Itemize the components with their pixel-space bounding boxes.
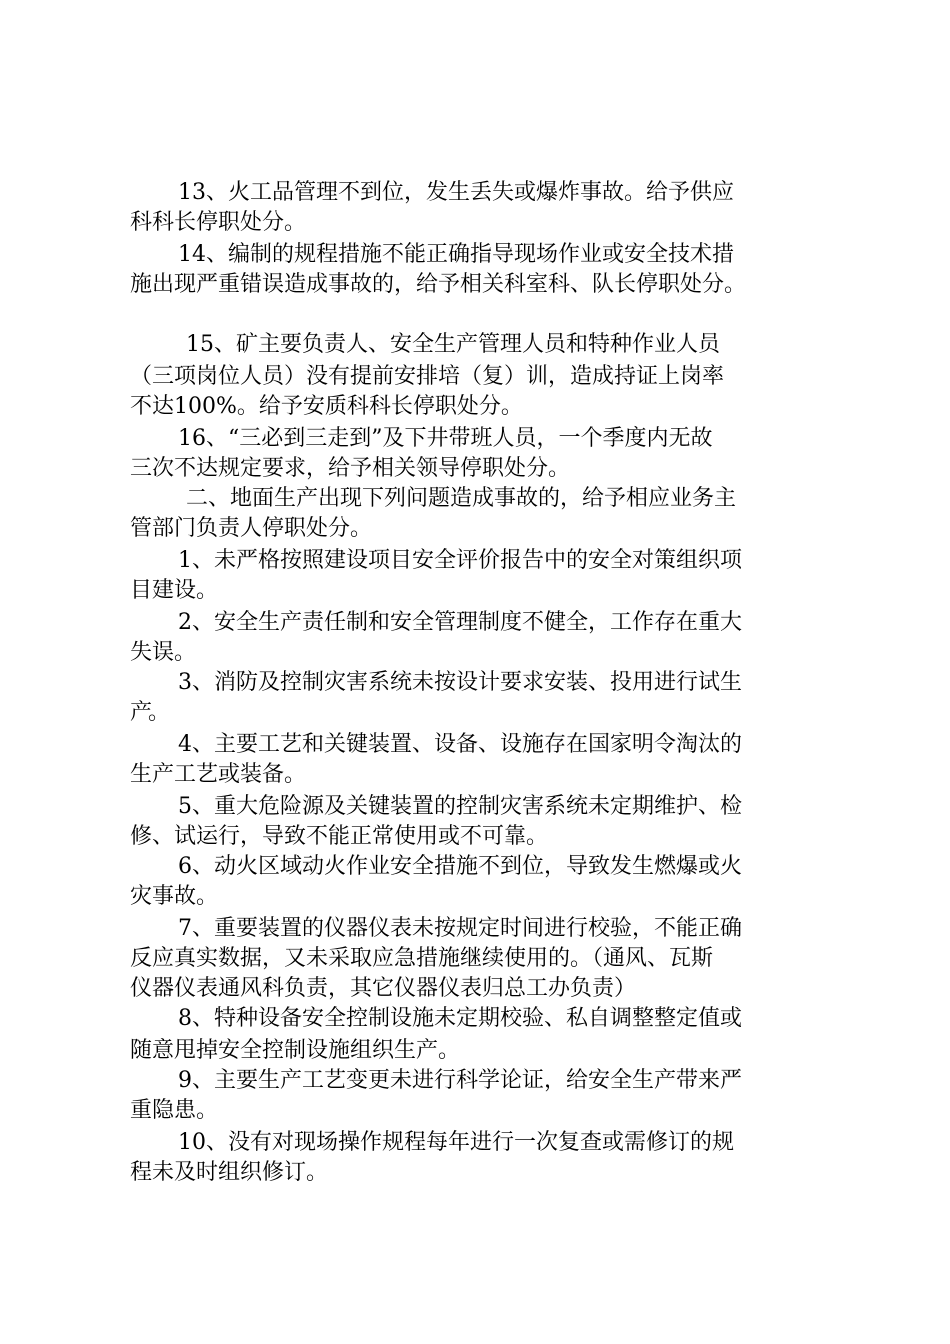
text-line: 三次不达规定要求，给予相关领导停职处分。 xyxy=(130,456,571,481)
text-line: 重隐患。 xyxy=(130,1098,219,1123)
text-line: 15、矿主要负责人、安全生产管理人员和特种作业人员 xyxy=(186,332,720,357)
text-line: 4、主要工艺和关键装置、设备、设施存在国家明令淘汰的 xyxy=(178,732,742,757)
text-line: 生产工艺或装备。 xyxy=(130,762,307,787)
text-line: 目建设。 xyxy=(130,578,219,603)
text-line: 不达100%。给予安质科科长停职处分。 xyxy=(130,394,523,419)
text-line: 16、“三必到三走到”及下井带班人员，一个季度内无故 xyxy=(178,426,713,451)
text-line: 管部门负责人停职处分。 xyxy=(130,516,373,541)
text-line: 程未及时组织修订。 xyxy=(130,1160,329,1185)
text-line: 失误。 xyxy=(130,640,197,665)
text-line: 2、安全生产责任制和安全管理制度不健全，工作存在重大 xyxy=(178,610,742,635)
text-line: 仪器仪表通风科负责，其它仪器仪表归总工办负责） xyxy=(130,976,637,1001)
text-line: 1、未严格按照建设项目安全评价报告中的安全对策组织项 xyxy=(178,548,742,573)
text-line: 6、动火区域动火作业安全措施不到位，导致发生燃爆或火 xyxy=(178,854,742,879)
text-line: 8、特种设备安全控制设施未定期校验、私自调整整定值或 xyxy=(178,1006,742,1031)
text-line: 5、重大危险源及关键装置的控制灾害系统未定期维护、检 xyxy=(178,794,742,819)
text-line: 科科长停职处分。 xyxy=(130,210,307,235)
text-line: 13、火工品管理不到位，发生丢失或爆炸事故。给予供应 xyxy=(178,180,734,205)
text-line: 产。 xyxy=(130,700,167,725)
text-line: 14、编制的规程措施不能正确指导现场作业或安全技术措 xyxy=(178,242,734,267)
text-line: 10、没有对现场操作规程每年进行一次复查或需修订的规 xyxy=(178,1130,734,1155)
text-line: 施出现严重错误造成事故的，给予相关科室科、队长停职处分。 xyxy=(130,272,747,297)
text-line: 随意甩掉安全控制设施组织生产。 xyxy=(130,1038,461,1063)
text-line: 7、重要装置的仪器仪表未按规定时间进行校验，不能正确 xyxy=(178,916,742,941)
text-line: 反应真实数据，又未采取应急措施继续使用的。（通风、瓦斯 xyxy=(130,946,714,971)
text-line: （三项岗位人员）没有提前安排培（复）训，造成持证上岗率 xyxy=(130,364,725,389)
text-line: 9、主要生产工艺变更未进行科学论证，给安全生产带来严 xyxy=(178,1068,742,1093)
text-line: 灾事故。 xyxy=(130,884,219,909)
text-line: 3、消防及控制灾害系统未按设计要求安装、投用进行试生 xyxy=(178,670,742,695)
text-line: 修、试运行，导致不能正常使用或不可靠。 xyxy=(130,824,549,849)
text-line: 二、地面生产出现下列问题造成事故的，给予相应业务主 xyxy=(186,486,737,511)
